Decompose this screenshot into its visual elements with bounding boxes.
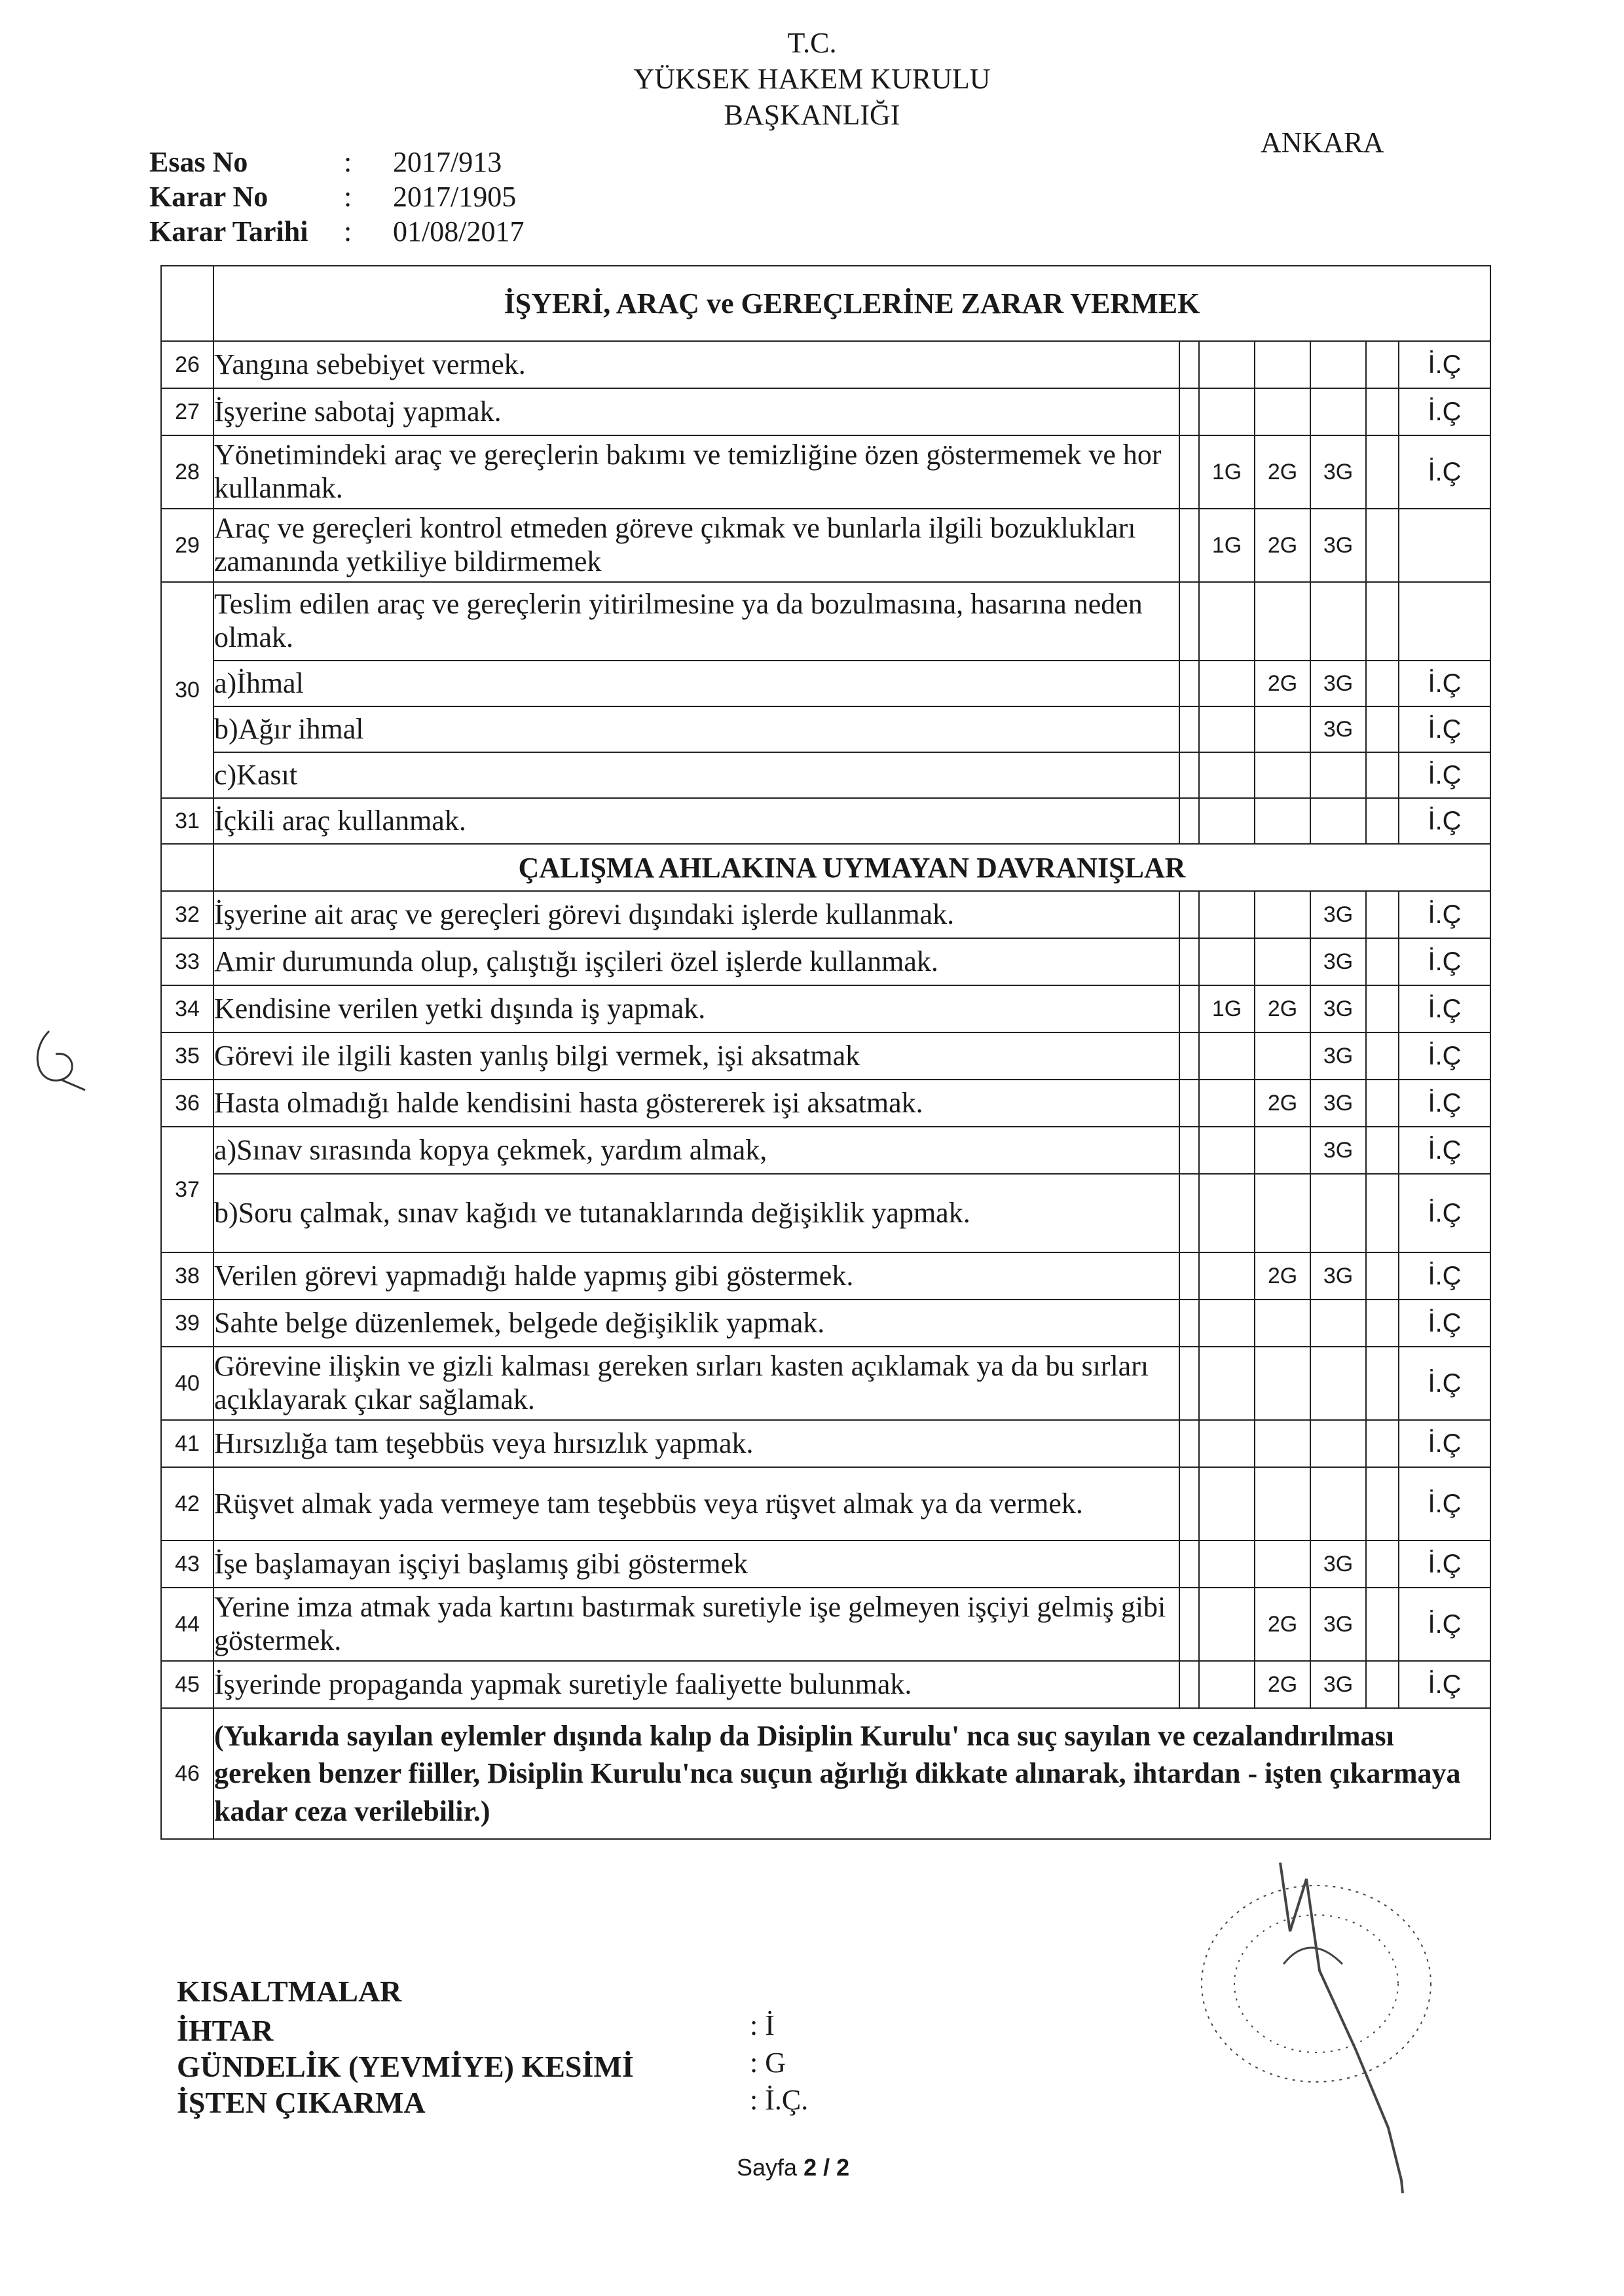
penalty-blank (1179, 1420, 1199, 1467)
penalty-blank (1366, 341, 1399, 388)
penalty-blank (1179, 1080, 1199, 1127)
penalty-dismissal: İ.Ç (1399, 1347, 1490, 1420)
penalty-3g (1310, 1300, 1366, 1347)
penalty-dismissal: İ.Ç (1399, 985, 1490, 1032)
penalty-blank (1366, 388, 1399, 435)
penalty-blank (1366, 752, 1399, 798)
penalty-2g (1255, 582, 1310, 661)
penalty-1g: 1G (1199, 985, 1255, 1032)
table-row (161, 509, 1490, 582)
table-row (161, 798, 1490, 844)
penalty-blank (1179, 509, 1199, 582)
penalty-3g: 3G (1310, 706, 1366, 752)
table-row (161, 582, 1490, 661)
row-number: 27 (161, 388, 213, 435)
penalty-blank (1366, 1540, 1399, 1588)
offense-description: Görevine ilişkin ve gizli kalması gereken sırları kasten açıklamak ya da bu sırları açıklayarak çıkar sağlamak. (213, 1347, 1179, 1420)
abbr-label-ihtar: İHTAR (177, 2014, 274, 2047)
penalty-3g: 3G (1310, 509, 1366, 582)
offense-description: a)İhmal (213, 661, 1179, 706)
penalty-blank (1366, 798, 1399, 844)
penalty-dismissal: İ.Ç (1399, 661, 1490, 706)
offense-description: Sahte belge düzenlemek, belgede değişiklik yapmak. (213, 1300, 1179, 1347)
penalty-3g (1310, 388, 1366, 435)
section-row (161, 266, 1490, 341)
offense-description: Rüşvet almak yada vermeye tam teşebbüs veya rüşvet almak ya da vermek. (213, 1467, 1179, 1540)
penalty-3g (1310, 1467, 1366, 1540)
penalty-blank (1366, 435, 1399, 509)
penalty-blank (1179, 1588, 1199, 1661)
penalty-3g: 3G (1310, 1032, 1366, 1080)
row-number: 36 (161, 1080, 213, 1127)
page-current: 2 (803, 2154, 817, 2181)
penalty-1g: 1G (1199, 509, 1255, 582)
penalty-dismissal: İ.Ç (1399, 388, 1490, 435)
penalty-blank (1179, 752, 1199, 798)
table-row (161, 891, 1490, 938)
penalty-2g (1255, 891, 1310, 938)
karar-value: 2017/1905 (393, 181, 517, 213)
row-number: 40 (161, 1347, 213, 1420)
section-spacer (161, 844, 213, 891)
general-clause: (Yukarıda sayılan eylemler dışında kalıp da Disiplin Kurulu' nca suç sayılan ve cezalandırılması gereken benzer fiiller, Disiplin Kurulu'nca suçun ağırlığı dikkate alınarak, ihtardan - işten çıkarmaya kadar ceza verilebilir.) (213, 1708, 1490, 1839)
penalty-1g (1199, 1661, 1255, 1708)
penalty-2g: 2G (1255, 1661, 1310, 1708)
penalty-2g (1255, 798, 1310, 844)
penalty-blank (1179, 661, 1199, 706)
penalty-1g (1199, 582, 1255, 661)
penalty-3g: 3G (1310, 661, 1366, 706)
penalty-dismissal: İ.Ç (1399, 1252, 1490, 1300)
penalty-2g (1255, 938, 1310, 985)
penalty-blank (1179, 938, 1199, 985)
row-number: 30 (161, 582, 213, 798)
section-title-1: İŞYERİ, ARAÇ ve GEREÇLERİNE ZARAR VERMEK (213, 266, 1490, 341)
penalty-1g (1199, 1300, 1255, 1347)
penalty-3g (1310, 1174, 1366, 1252)
esas-colon: : (344, 146, 352, 178)
penalty-dismissal: İ.Ç (1399, 1540, 1490, 1588)
abbr-label-isten-cikarma: İŞTEN ÇIKARMA (177, 2086, 426, 2119)
penalty-1g (1199, 1467, 1255, 1540)
tarih-label: Karar Tarihi (149, 215, 308, 247)
table-row (161, 1252, 1490, 1300)
penalty-3g (1310, 341, 1366, 388)
table-row (161, 435, 1490, 509)
row-number: 41 (161, 1420, 213, 1467)
penalty-blank (1179, 706, 1199, 752)
penalty-blank (1366, 1032, 1399, 1080)
penalty-dismissal: İ.Ç (1399, 938, 1490, 985)
offense-description: Görevi ile ilgili kasten yanlış bilgi vermek, işi aksatmak (213, 1032, 1179, 1080)
penalty-blank (1366, 1420, 1399, 1467)
header-presidency: BAŞKANLIĞI (724, 99, 900, 131)
penalty-2g (1255, 1174, 1310, 1252)
offense-description: b)Soru çalmak, sınav kağıdı ve tutanaklarında değişiklik yapmak. (213, 1174, 1179, 1252)
penalty-2g (1255, 1540, 1310, 1588)
penalty-dismissal: İ.Ç (1399, 1420, 1490, 1467)
row-number: 37 (161, 1127, 213, 1252)
tarih-colon: : (344, 215, 352, 247)
abbr-label-gundelik: GÜNDELİK (YEVMİYE) KESİMİ (177, 2050, 634, 2083)
penalty-dismissal: İ.Ç (1399, 798, 1490, 844)
penalty-3g (1310, 582, 1366, 661)
penalty-dismissal: İ.Ç (1399, 341, 1490, 388)
row-number: 33 (161, 938, 213, 985)
penalty-1g (1199, 1174, 1255, 1252)
table-row (161, 1300, 1490, 1347)
penalty-dismissal (1399, 582, 1490, 661)
penalty-1g (1199, 891, 1255, 938)
table-row (161, 1032, 1490, 1080)
penalty-blank (1366, 661, 1399, 706)
penalty-blank (1179, 388, 1199, 435)
penalty-1g (1199, 661, 1255, 706)
penalty-blank (1179, 582, 1199, 661)
page-number (737, 2154, 849, 2181)
penalty-3g: 3G (1310, 435, 1366, 509)
penalty-blank (1366, 1588, 1399, 1661)
page-prefix: Sayfa (737, 2154, 804, 2181)
penalty-3g (1310, 1420, 1366, 1467)
penalty-1g (1199, 1420, 1255, 1467)
row-number: 32 (161, 891, 213, 938)
penalty-dismissal: İ.Ç (1399, 1661, 1490, 1708)
penalty-blank (1366, 891, 1399, 938)
penalty-blank (1179, 1127, 1199, 1174)
row-number: 28 (161, 435, 213, 509)
offense-description: b)Ağır ihmal (213, 706, 1179, 752)
penalty-dismissal: İ.Ç (1399, 1127, 1490, 1174)
section-row (161, 844, 1490, 891)
penalty-dismissal: İ.Ç (1399, 1032, 1490, 1080)
penalty-blank (1179, 1032, 1199, 1080)
penalty-dismissal: İ.Ç (1399, 752, 1490, 798)
table-row (161, 1080, 1490, 1127)
row-number: 29 (161, 509, 213, 582)
table-row (161, 1420, 1490, 1467)
offense-description: Verilen görevi yapmadığı halde yapmış gibi göstermek. (213, 1252, 1179, 1300)
penalty-3g: 3G (1310, 1252, 1366, 1300)
table-row (161, 752, 1490, 798)
penalty-3g: 3G (1310, 1588, 1366, 1661)
penalty-blank (1179, 341, 1199, 388)
penalty-blank (1179, 1252, 1199, 1300)
row-number: 26 (161, 341, 213, 388)
offense-description: İşyerine ait araç ve gereçleri görevi dışındaki işlerde kullanmak. (213, 891, 1179, 938)
penalty-2g (1255, 706, 1310, 752)
penalty-dismissal: İ.Ç (1399, 1467, 1490, 1540)
penalty-1g (1199, 1080, 1255, 1127)
offense-description: İşyerinde propaganda yapmak suretiyle faaliyette bulunmak. (213, 1661, 1179, 1708)
offense-description: a)Sınav sırasında kopya çekmek, yardım almak, (213, 1127, 1179, 1174)
table-row (161, 1708, 1490, 1839)
penalty-1g: 1G (1199, 435, 1255, 509)
penalty-dismissal: İ.Ç (1399, 706, 1490, 752)
offense-description: Kendisine verilen yetki dışında iş yapmak. (213, 985, 1179, 1032)
penalty-blank (1366, 1174, 1399, 1252)
penalty-3g (1310, 752, 1366, 798)
offense-description: Hırsızlığa tam teşebbüs veya hırsızlık yapmak. (213, 1420, 1179, 1467)
row-number: 42 (161, 1467, 213, 1540)
penalty-blank (1366, 985, 1399, 1032)
row-number: 43 (161, 1540, 213, 1588)
penalty-dismissal: İ.Ç (1399, 435, 1490, 509)
header-institution: YÜKSEK HAKEM KURULU (633, 63, 991, 95)
table-row (161, 985, 1490, 1032)
table-row (161, 661, 1490, 706)
offense-description: İçkili araç kullanmak. (213, 798, 1179, 844)
penalty-3g: 3G (1310, 938, 1366, 985)
row-number: 44 (161, 1588, 213, 1661)
penalty-blank (1179, 891, 1199, 938)
penalty-2g: 2G (1255, 1588, 1310, 1661)
penalty-2g (1255, 1420, 1310, 1467)
penalty-blank (1366, 1661, 1399, 1708)
penalty-blank (1179, 1661, 1199, 1708)
penalty-3g: 3G (1310, 891, 1366, 938)
karar-label: Karar No (149, 181, 268, 213)
header-city: ANKARA (1261, 126, 1384, 158)
penalty-blank (1179, 435, 1199, 509)
penalty-blank (1179, 1300, 1199, 1347)
penalty-blank (1366, 1300, 1399, 1347)
penalty-dismissal: İ.Ç (1399, 1300, 1490, 1347)
penalty-blank (1366, 1252, 1399, 1300)
table-row (161, 1661, 1490, 1708)
karar-colon: : (344, 181, 352, 213)
penalty-blank (1366, 1080, 1399, 1127)
penalty-2g (1255, 1347, 1310, 1420)
section-title-2: ÇALIŞMA AHLAKINA UYMAYAN DAVRANIŞLAR (213, 844, 1490, 891)
offense-description: Hasta olmadığı halde kendisini hasta göstererek işi aksatmak. (213, 1080, 1179, 1127)
penalty-blank (1179, 1347, 1199, 1420)
row-number: 46 (161, 1708, 213, 1839)
offense-description: Amir durumunda olup, çalıştığı işçileri özel işlerde kullanmak. (213, 938, 1179, 985)
penalty-1g (1199, 1032, 1255, 1080)
esas-label: Esas No (149, 146, 248, 178)
penalty-1g (1199, 1588, 1255, 1661)
penalty-3g: 3G (1310, 985, 1366, 1032)
penalty-2g: 2G (1255, 661, 1310, 706)
penalty-2g (1255, 752, 1310, 798)
table-row (161, 1588, 1490, 1661)
row-number: 35 (161, 1032, 213, 1080)
esas-value: 2017/913 (393, 146, 502, 178)
table-row (161, 938, 1490, 985)
offense-description: Yerine imza atmak yada kartını bastırmak suretiyle işe gelmeyen işçiyi gelmiş gibi göstermek. (213, 1588, 1179, 1661)
penalty-1g (1199, 388, 1255, 435)
tarih-value: 01/08/2017 (393, 215, 525, 247)
offense-description: İşe başlamayan işçiyi başlamış gibi göstermek (213, 1540, 1179, 1588)
abbr-value-isten-cikarma: : İ.Ç. (750, 2084, 809, 2116)
table-row (161, 388, 1490, 435)
penalty-2g: 2G (1255, 1252, 1310, 1300)
penalty-dismissal: İ.Ç (1399, 891, 1490, 938)
row-number: 38 (161, 1252, 213, 1300)
page-total: 2 (836, 2154, 850, 2181)
penalty-2g (1255, 1032, 1310, 1080)
penalty-2g: 2G (1255, 1080, 1310, 1127)
row-number: 31 (161, 798, 213, 844)
offense-description: Yönetimindeki araç ve gereçlerin bakımı ve temizliğine özen göstermemek ve hor kullanmak. (213, 435, 1179, 509)
penalty-2g (1255, 1467, 1310, 1540)
penalty-1g (1199, 752, 1255, 798)
table-row (161, 341, 1490, 388)
penalty-2g (1255, 341, 1310, 388)
penalty-3g: 3G (1310, 1080, 1366, 1127)
penalty-blank (1366, 938, 1399, 985)
penalty-blank (1366, 582, 1399, 661)
table-row (161, 1540, 1490, 1588)
penalty-dismissal (1399, 509, 1490, 582)
row-number: 39 (161, 1300, 213, 1347)
penalty-2g: 2G (1255, 509, 1310, 582)
penalty-3g: 3G (1310, 1661, 1366, 1708)
offense-description: c)Kasıt (213, 752, 1179, 798)
penalty-table (160, 265, 1491, 1840)
penalty-2g (1255, 1300, 1310, 1347)
penalty-blank (1366, 1127, 1399, 1174)
penalty-blank (1366, 1347, 1399, 1420)
table-row (161, 1347, 1490, 1420)
margin-scribble (23, 1018, 95, 1103)
penalty-3g: 3G (1310, 1127, 1366, 1174)
penalty-dismissal: İ.Ç (1399, 1080, 1490, 1127)
penalty-dismissal: İ.Ç (1399, 1588, 1490, 1661)
penalty-1g (1199, 938, 1255, 985)
penalty-1g (1199, 341, 1255, 388)
abbreviations-title: KISALTMALAR (177, 1975, 402, 2008)
penalty-blank (1179, 798, 1199, 844)
page-separator: / (817, 2154, 837, 2181)
offense-description: İşyerine sabotaj yapmak. (213, 388, 1179, 435)
penalty-dismissal: İ.Ç (1399, 1174, 1490, 1252)
penalty-1g (1199, 798, 1255, 844)
table-row (161, 706, 1490, 752)
penalty-3g (1310, 1347, 1366, 1420)
table-row (161, 1127, 1490, 1174)
penalty-1g (1199, 1127, 1255, 1174)
table-row (161, 1467, 1490, 1540)
penalty-2g: 2G (1255, 985, 1310, 1032)
penalty-blank (1179, 1467, 1199, 1540)
abbr-value-ihtar: : İ (750, 2009, 775, 2041)
penalty-2g: 2G (1255, 435, 1310, 509)
penalty-blank (1366, 509, 1399, 582)
penalty-1g (1199, 706, 1255, 752)
row-number: 34 (161, 985, 213, 1032)
row-number: 45 (161, 1661, 213, 1708)
penalty-blank (1366, 706, 1399, 752)
penalty-3g (1310, 798, 1366, 844)
penalty-3g: 3G (1310, 1540, 1366, 1588)
header-tc: T.C. (787, 27, 837, 59)
offense-description: Teslim edilen araç ve gereçlerin yitirilmesine ya da bozulmasına, hasarına neden olmak. (213, 582, 1179, 661)
penalty-2g (1255, 1127, 1310, 1174)
penalty-blank (1179, 1540, 1199, 1588)
table-row (161, 1174, 1490, 1252)
penalty-blank (1179, 1174, 1199, 1252)
penalty-1g (1199, 1540, 1255, 1588)
abbr-value-gundelik: : G (750, 2047, 786, 2079)
official-stamp-signature (1192, 1853, 1467, 2206)
penalty-1g (1199, 1252, 1255, 1300)
penalty-2g (1255, 388, 1310, 435)
penalty-blank (1179, 985, 1199, 1032)
penalty-blank (1366, 1467, 1399, 1540)
penalty-1g (1199, 1347, 1255, 1420)
offense-description: Yangına sebebiyet vermek. (213, 341, 1179, 388)
offense-description: Araç ve gereçleri kontrol etmeden göreve çıkmak ve bunlarla ilgili bozuklukları zamanında yetkiliye bildirmemek (213, 509, 1179, 582)
